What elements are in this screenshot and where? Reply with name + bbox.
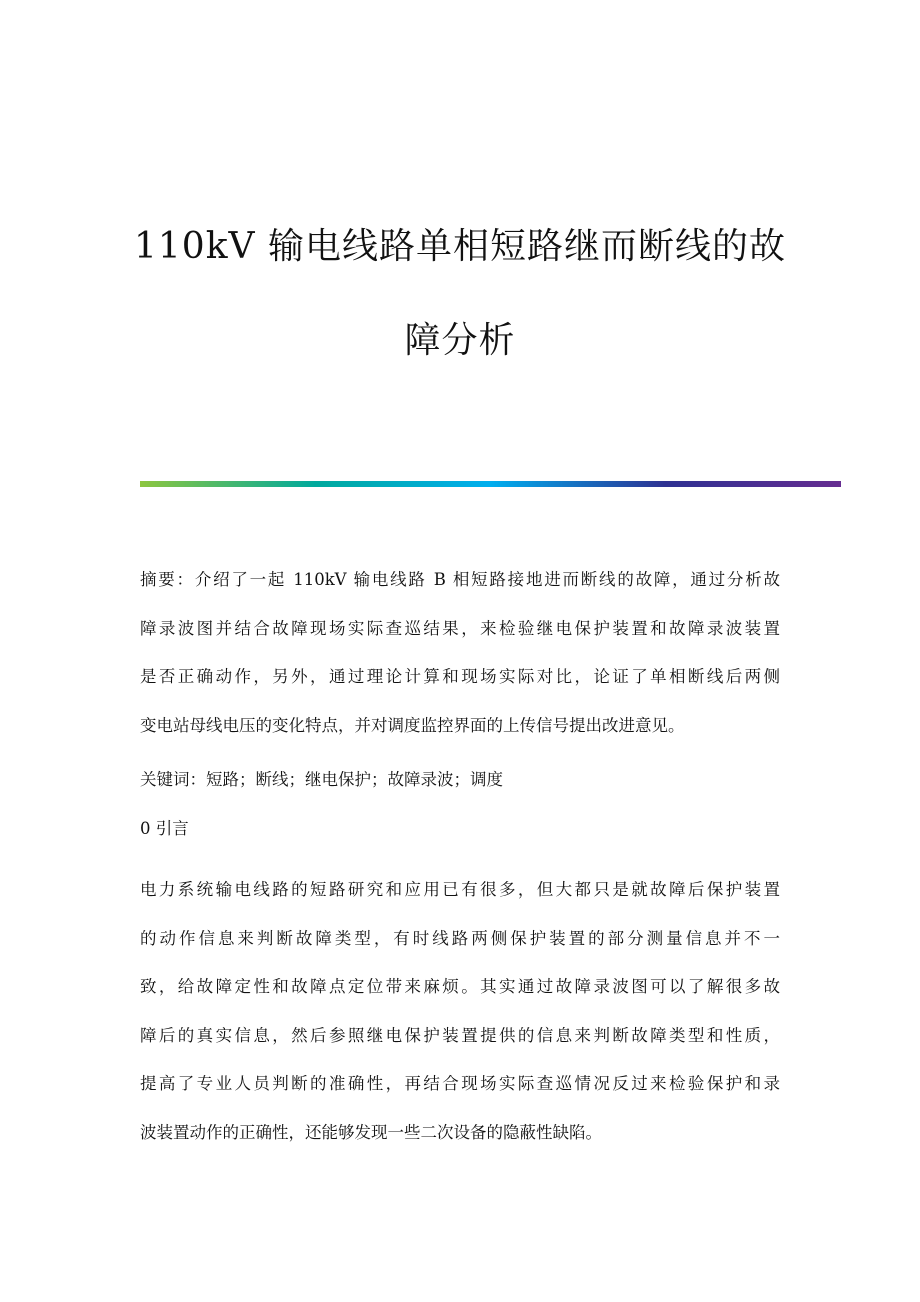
keywords-line: 关键词：短路；断线；继电保护；故障录波；调度 bbox=[140, 770, 503, 789]
introduction-paragraph bbox=[140, 866, 780, 1157]
abstract-paragraph bbox=[140, 556, 780, 750]
abstract-line: 摘要：介绍了一起 110kV 输电线路 B 相短路接地进而断线的故障，通过分析故 bbox=[140, 570, 780, 589]
section-heading-introduction: 0 引言 bbox=[140, 819, 189, 838]
intro-line: 障后的真实信息，然后参照继电保护装置提供的信息来判断故障类型和性质， bbox=[140, 1025, 780, 1045]
document-title-line-2: 障分析 bbox=[404, 320, 516, 361]
intro-line: 的动作信息来判断故障类型，有时线路两侧保护装置的部分测量信息并不一 bbox=[140, 928, 780, 948]
abstract-line: 障录波图并结合故障现场实际查巡结果，来检验继电保护装置和故障录波装置 bbox=[140, 618, 780, 638]
intro-line: 致，给故障定性和故障点定位带来麻烦。其实通过故障录波图可以了解很多故 bbox=[140, 977, 780, 996]
title-divider-gradient bbox=[140, 481, 841, 487]
intro-line: 电力系统输电线路的短路研究和应用已有很多，但大都只是就故障后保护装置 bbox=[140, 880, 780, 899]
document-title-line-1: 110kV 输电线路单相短路继而断线的故 bbox=[134, 226, 786, 267]
intro-line: 提高了专业人员判断的准确性，再结合现场实际查巡情况反过来检验保护和录 bbox=[140, 1074, 780, 1093]
abstract-line: 变电站母线电压的变化特点，并对调度监控界面的上传信号提出改进意见。 bbox=[140, 715, 685, 735]
intro-line: 波装置动作的正确性，还能够发现一些二次设备的隐蔽性缺陷。 bbox=[140, 1122, 602, 1142]
abstract-line: 是否正确动作，另外，通过理论计算和现场实际对比，论证了单相断线后两侧 bbox=[140, 667, 780, 686]
